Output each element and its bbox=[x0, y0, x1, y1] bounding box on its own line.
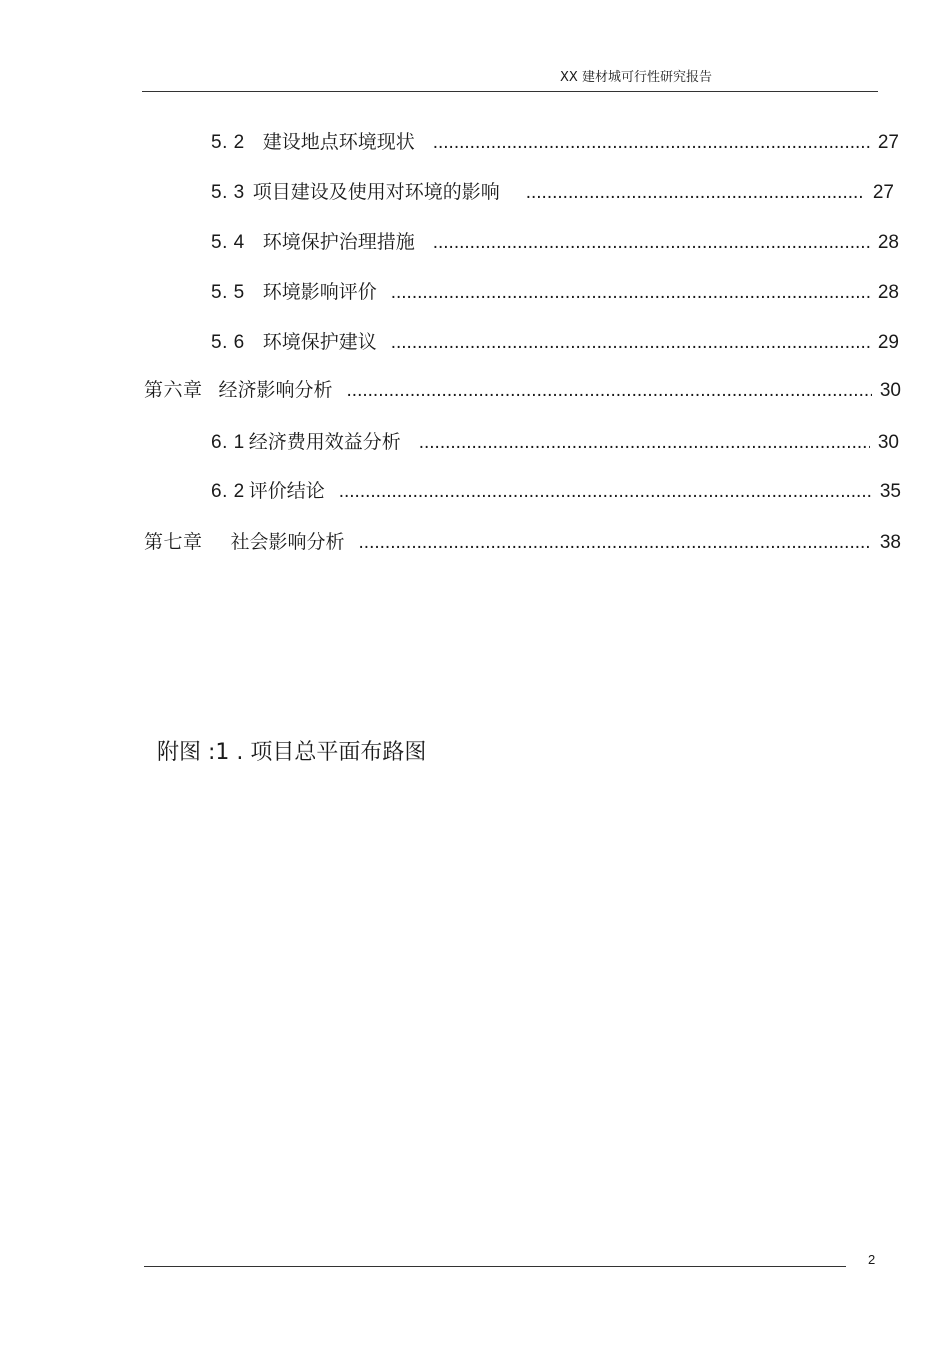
toc-leader-dots bbox=[526, 180, 865, 206]
toc-entry-number: 第七章 bbox=[144, 531, 203, 553]
toc-entry-title: 环境保护建议 bbox=[262, 331, 377, 353]
toc-entry-number: 第六章 bbox=[144, 379, 203, 401]
page-number: 2 bbox=[868, 1252, 876, 1267]
toc-entry-title: 环境保护治理措施 bbox=[262, 231, 415, 253]
toc-entry-6-1[interactable] bbox=[211, 429, 899, 455]
footer-divider bbox=[144, 1266, 846, 1267]
toc-entry-chapter-7[interactable] bbox=[144, 529, 901, 555]
toc-entry-title: 经济费用效益分析 bbox=[248, 431, 401, 453]
toc-leader-dots bbox=[391, 330, 870, 356]
toc-entry-chapter-6[interactable] bbox=[144, 377, 901, 403]
toc-leader-dots bbox=[347, 378, 872, 404]
toc-entry-5-5[interactable] bbox=[211, 279, 899, 305]
toc-leader-dots bbox=[391, 280, 870, 306]
toc-entry-5-3[interactable] bbox=[211, 179, 894, 205]
toc-entry-page: 35 bbox=[879, 481, 901, 502]
toc-entry-5-2[interactable] bbox=[211, 129, 899, 155]
toc-entry-page: 30 bbox=[877, 432, 899, 453]
toc-leader-dots bbox=[433, 230, 870, 256]
toc-entry-number: 5. 5 bbox=[211, 282, 245, 303]
appendix-figure-title: 附图 :1 . 项目总平面布路图 bbox=[157, 740, 427, 765]
running-header-title: XX 建材城可行性研究报告 bbox=[560, 70, 712, 85]
toc-entry-number: 6. 2 bbox=[211, 481, 245, 502]
toc-entry-page: 30 bbox=[879, 380, 901, 401]
toc-leader-dots bbox=[419, 430, 870, 456]
toc-entry-number: 6. 1 bbox=[211, 432, 245, 453]
toc-entry-5-6[interactable] bbox=[211, 329, 899, 355]
toc-entry-5-4[interactable] bbox=[211, 229, 899, 255]
toc-entry-title: 社会影响分析 bbox=[230, 531, 345, 553]
toc-entry-number: 5. 3 bbox=[211, 182, 245, 203]
toc-entry-page: 27 bbox=[872, 182, 894, 203]
toc-entry-page: 27 bbox=[877, 132, 899, 153]
toc-entry-6-2[interactable] bbox=[211, 478, 901, 504]
toc-entry-page: 29 bbox=[877, 332, 899, 353]
toc-entry-number: 5. 4 bbox=[211, 232, 245, 253]
toc-leader-dots bbox=[339, 479, 872, 505]
toc-entry-page: 28 bbox=[877, 282, 899, 303]
toc-entry-number: 5. 6 bbox=[211, 332, 245, 353]
toc-entry-page: 28 bbox=[877, 232, 899, 253]
toc-entry-number: 5. 2 bbox=[211, 132, 245, 153]
toc-leader-dots bbox=[359, 530, 872, 556]
toc-leader-dots bbox=[433, 130, 870, 156]
header-divider bbox=[142, 91, 878, 92]
toc-entry-page: 38 bbox=[879, 532, 901, 553]
toc-entry-title: 评价结论 bbox=[248, 480, 325, 502]
toc-entry-title: 建设地点环境现状 bbox=[262, 131, 415, 153]
toc-entry-title: 经济影响分析 bbox=[218, 379, 333, 401]
toc-entry-title: 项目建设及使用对环境的影响 bbox=[252, 181, 500, 203]
toc-entry-title: 环境影响评价 bbox=[262, 281, 377, 303]
